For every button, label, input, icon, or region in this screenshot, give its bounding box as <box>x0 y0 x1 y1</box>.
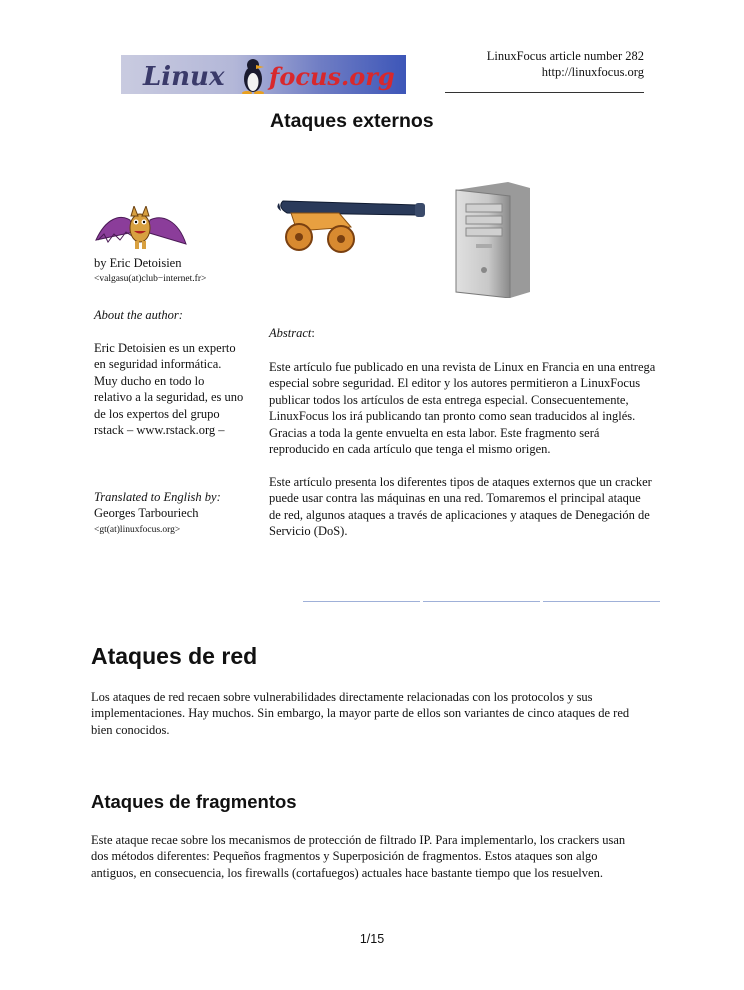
divider-segment <box>303 601 420 602</box>
computer-tower-icon <box>452 180 532 298</box>
translator-email[interactable]: <gt(at)linuxfocus.org> <box>94 524 181 535</box>
about-line: rstack – www.rstack.org – <box>94 423 225 438</box>
about-line: Eric Detoisien es un experto <box>94 341 236 355</box>
article-number: LinuxFocus article number 282 <box>486 49 644 63</box>
section1-paragraph <box>91 689 681 738</box>
header-rule <box>445 92 644 93</box>
about-line: de los expertos del grupo <box>94 406 220 421</box>
abstract-line: Este artículo presenta los diferentes tipos de ataques externos que un cracker <box>269 475 652 490</box>
abstract-label-text: Abstract <box>269 326 312 340</box>
abstract-line: LinuxFocus los irá publicando tan pronto como sean traducidos al inglés. <box>269 409 636 424</box>
about-author-label: About the author: <box>94 308 183 322</box>
paragraph-line: Este ataque recae sobre los mecanismos de protección de filtrado IP. Para implementarlo, los crackers usan <box>91 833 626 847</box>
header-info <box>487 48 644 81</box>
cannon-icon <box>277 183 434 258</box>
abstract-line: Este artículo fue publicado en una revista de Linux en Francia en una entrega <box>269 360 656 374</box>
author-email[interactable]: <valgasu(at)club−internet.fr> <box>94 274 207 285</box>
paragraph-line: antiguos, en consecuencia, los firewalls (cortafuegos) actuales hace bastante tiempo que los resuelven. <box>91 865 603 880</box>
paragraph-line: bien conocidos. <box>91 722 170 737</box>
divider-segment <box>543 601 660 602</box>
translator-name: Georges Tarbouriech <box>94 506 199 521</box>
abstract-line: de red, algunos ataques a través de aplicaciones y ataques de Denegación de <box>269 507 650 522</box>
about-line: en seguridad informática. <box>94 357 222 372</box>
author-block <box>94 255 264 288</box>
author-byline: by Eric Detoisien <box>94 256 182 270</box>
paragraph-line: implementaciones. Hay muchos. Sin embargo, la mayor parte de ellos son variantes de cinco ataques de red <box>91 706 630 721</box>
about-line: Muy ducho en todo lo <box>94 373 205 388</box>
abstract-line: publicar todos los artículos de esta entrega especial. Consecuentemente, <box>269 392 629 407</box>
abstract-line: puede usar contra las máquinas en una red. Tomaremos el principal ataque <box>269 491 641 506</box>
about-line: relativo a la seguridad, es uno <box>94 390 244 405</box>
abstract-paragraph-1 <box>269 359 709 457</box>
abstract-label-colon: : <box>311 326 315 340</box>
article-title: Ataques externos <box>270 110 434 132</box>
abstract-label <box>269 326 315 341</box>
abstract-line: Gracias a toda la gente envuelta en esta labor. Este fragmento será <box>269 425 600 440</box>
bat-mascot-icon <box>94 206 188 256</box>
section2-paragraph <box>91 832 681 881</box>
section-heading-ataques-de-red: Ataques de red <box>91 643 258 669</box>
paragraph-line: dos métodos diferentes: Pequeños fragmentos y Superposición de fragmentos. Estos ataques son algo <box>91 849 598 864</box>
penguin-logo-icon <box>121 55 406 94</box>
abstract-line: reproducido en cada artículo que tenga el mismo origen. <box>269 442 551 457</box>
abstract-body <box>269 359 709 556</box>
logo-linux-text: Linux <box>143 62 225 92</box>
translated-label: Translated to English by: <box>94 490 221 504</box>
paragraph-line: Los ataques de red recaen sobre vulnerabilidades directamente relacionadas con los protocolos y sus <box>91 690 593 704</box>
linuxfocus-logo[interactable] <box>121 55 406 94</box>
about-author-body <box>94 340 266 438</box>
abstract-paragraph-2 <box>269 474 709 540</box>
section-heading-ataques-de-fragmentos: Ataques de fragmentos <box>91 791 297 812</box>
page-number: 1/15 <box>359 932 385 946</box>
logo-focus-text: focus.org <box>269 62 395 91</box>
divider-segment <box>423 601 540 602</box>
translation-credit <box>94 489 266 538</box>
abstract-line: Servicio (DoS). <box>269 524 348 539</box>
site-url[interactable]: http://linuxfocus.org <box>541 65 644 80</box>
abstract-line: especial sobre seguridad. El editor y los autores permitieron a LinuxFocus <box>269 376 641 391</box>
